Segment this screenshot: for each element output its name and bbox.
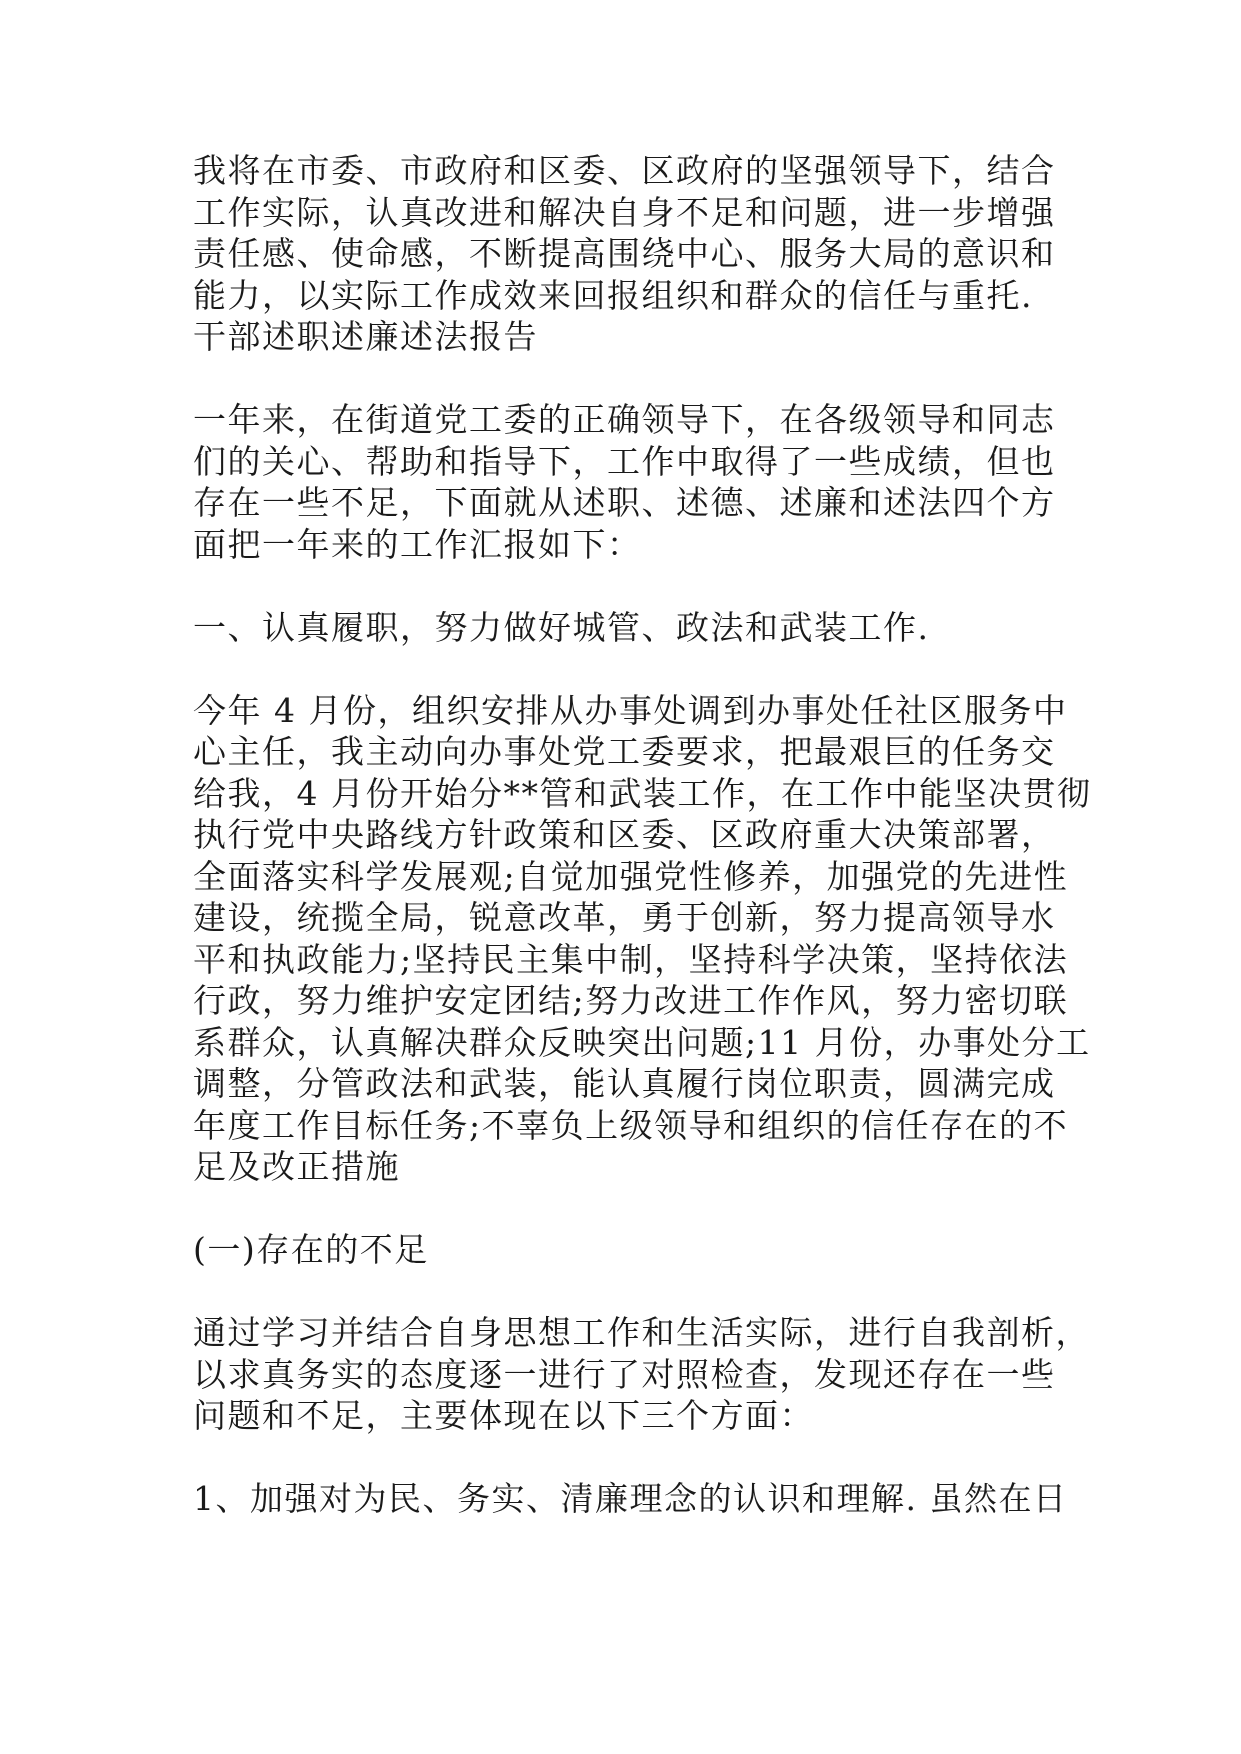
text-line: 通过学习并结合自身思想工作和生活实际，进行自我剖析， — [193, 1313, 1090, 1352]
text-line: 调整，分管政法和武装，能认真履行岗位职责，圆满完成 — [193, 1064, 1056, 1103]
paragraph-spacer — [193, 565, 1053, 607]
paragraph-intro — [193, 399, 1056, 565]
text-line: 给我，4 月份开始分**管和武装工作，在工作中能坚决贯彻 — [193, 773, 1092, 813]
text-line: 面把一年来的工作汇报如下： — [193, 524, 642, 564]
paragraph-spacer — [193, 358, 1053, 400]
subsection-heading — [193, 1229, 1053, 1271]
paragraph-point-one — [193, 1478, 1068, 1520]
text-line: 心主任，我主动向办事处党工委要求，把最艰巨的任务交 — [193, 732, 1056, 771]
text-line: 今年 4 月份，组织安排从办事处调到办事处任社区服务中 — [193, 690, 1068, 730]
text-line: 一年来，在街道党工委的正确领导下，在各级领导和同志 — [193, 400, 1056, 439]
text-line: (一)存在的不足 — [193, 1230, 429, 1269]
text-line: 工作实际，认真改进和解决自身不足和问题，进一步增强 — [193, 192, 1056, 232]
text-line: 系群众，认真解决群众反映突出问题;11 月份，办事处分工 — [193, 1022, 1091, 1062]
text-line: 能力，以实际工作成效来回报组织和群众的信任与重托. — [193, 275, 1033, 315]
text-line: 责任感、使命感，不断提高围绕中心、服务大局的意识和 — [193, 234, 1056, 273]
text-line: 一、认真履职，努力做好城管、政法和武装工作. — [193, 607, 930, 647]
paragraph-self-review — [193, 1312, 1090, 1437]
paragraph-spacer — [193, 1188, 1053, 1230]
text-line: 平和执政能力;坚持民主集中制，坚持科学决策，坚持依法 — [193, 939, 1069, 979]
text-line: 我将在市委、市政府和区委、区政府的坚强领导下，结合 — [193, 151, 1056, 190]
paragraph-spacer — [193, 1271, 1053, 1313]
text-line: 年度工作目标任务;不辜负上级领导和组织的信任存在的不 — [193, 1105, 1069, 1145]
paragraph-spacer — [193, 648, 1053, 690]
text-line: 存在一些不足，下面就从述职、述德、述廉和述法四个方 — [193, 483, 1056, 522]
text-line: 1、加强对为民、务实、清廉理念的认识和理解. 虽然在日 — [193, 1479, 1068, 1518]
paragraph-closing — [193, 150, 1056, 358]
document-body — [193, 150, 1092, 1520]
text-line: 执行党中央路线方针政策和区委、区政府重大决策部署， — [193, 815, 1056, 854]
text-line: 全面落实科学发展观;自觉加强党性修养，加强党的先进性 — [193, 856, 1069, 896]
document-title: 干部述职述廉述法报告 — [193, 317, 538, 356]
text-line: 以求真务实的态度逐一进行了对照检查，发现还存在一些 — [193, 1354, 1056, 1394]
text-line: 问题和不足，主要体现在以下三个方面： — [193, 1396, 814, 1435]
section-heading-one — [193, 607, 1053, 649]
paragraph-spacer — [193, 1437, 1053, 1479]
paragraph-work-summary — [193, 690, 1092, 1188]
text-line: 足及改正措施 — [193, 1147, 400, 1186]
text-line: 们的关心、帮助和指导下，工作中取得了一些成绩，但也 — [193, 441, 1056, 481]
text-line: 行政，努力维护安定团结;努力改进工作作风，努力密切联 — [193, 981, 1069, 1020]
text-line: 建设，统揽全局，锐意改革，勇于创新，努力提高领导水 — [193, 898, 1056, 937]
